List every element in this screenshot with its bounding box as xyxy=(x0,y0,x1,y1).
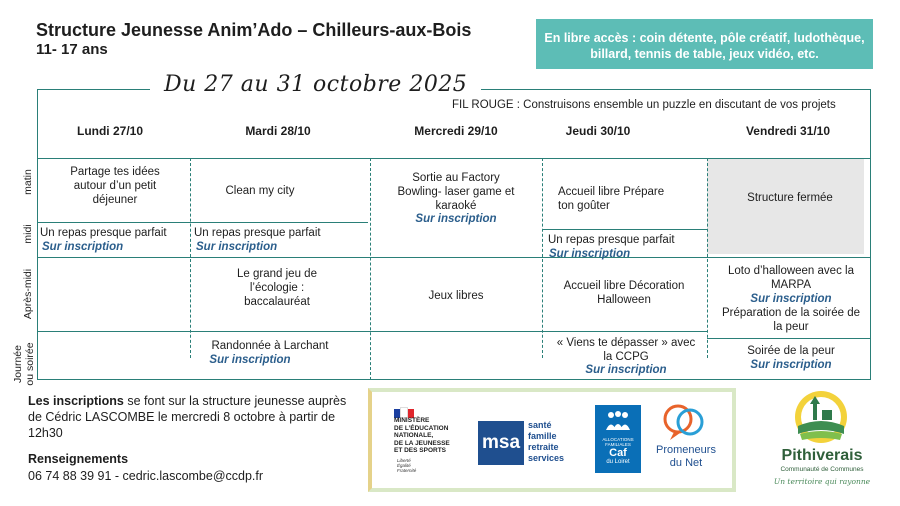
promeneurs-logo: Promeneurs du Net xyxy=(656,444,716,469)
period-midi: midi xyxy=(22,224,34,244)
fri-eve-inscription: Sur inscription xyxy=(750,359,832,371)
period-matin: matin xyxy=(22,169,34,195)
row-divider xyxy=(542,229,707,230)
thu-am-activity: Accueil libre Décoration Halloween xyxy=(563,280,685,306)
wed-am-activity: Jeux libres xyxy=(428,290,484,302)
thu-midi-activity: Un repas presque parfait xyxy=(548,234,675,246)
fri-am-activity-2: Préparation de la soirée de la peur xyxy=(721,307,861,333)
closed-cell xyxy=(707,158,864,254)
caf-logo: ALLOCATIONS FAMILIALES Caf du Loiret xyxy=(595,405,641,473)
column-divider xyxy=(370,158,371,380)
contact-info: 06 74 88 39 91 - cedric.lascombe@ccdp.fr xyxy=(28,469,264,483)
pithiverais-emblem-icon xyxy=(792,390,850,453)
ministere-devise: Liberté Égalité Fraternité xyxy=(397,458,417,473)
date-range: Du 27 au 31 octobre 2025 xyxy=(150,72,481,97)
tue-midi-activity: Un repas presque parfait xyxy=(194,227,321,239)
row-divider xyxy=(37,222,368,223)
renseignements-title: Renseignements xyxy=(28,452,129,466)
column-divider xyxy=(190,158,191,358)
row-divider xyxy=(37,158,871,159)
day-friday: Vendredi 31/10 xyxy=(745,124,831,138)
day-thursday: Jeudi 30/10 xyxy=(565,124,631,138)
fri-matin-status: Structure fermée xyxy=(747,192,833,204)
tue-eve-inscription: Sur inscription xyxy=(209,354,291,366)
fri-eve-activity: Soirée de la peur xyxy=(747,345,835,357)
column-divider xyxy=(542,158,543,358)
tue-matin-activity: Clean my city xyxy=(225,185,295,197)
tue-midi-inscription: Sur inscription xyxy=(196,241,278,253)
wed-outing-activity: Sortie au Factory Bowling- laser game et karaoké xyxy=(397,172,515,212)
ministere-logo: MINISTÈRE DE L’ÉDUCATION NATIONALE, DE LA JEUNESSE ET DES SPORTS xyxy=(394,417,450,454)
fil-rouge: FIL ROUGE : Construisons ensemble un puzzle en discutant de vos projets xyxy=(452,99,836,111)
pithiverais-subtitle: Communauté de Communes xyxy=(780,466,864,473)
row-divider xyxy=(707,338,871,339)
thu-eve-inscription: Sur inscription xyxy=(585,364,667,376)
thu-eve-activity: « Viens te dépasser » avec la CCPG xyxy=(556,337,696,363)
page-title: Structure Jeunesse Anim’Ado – Chilleurs-aux-Bois xyxy=(36,20,472,40)
tue-am-activity: Le grand jeu de l’écologie : baccalauréat xyxy=(237,268,317,308)
fri-am-inscription: Sur inscription xyxy=(750,293,832,305)
mon-matin-activity: Partage tes idées autour d’un petit déjeuner xyxy=(70,166,160,206)
period-journee: Journée ou soirée xyxy=(12,342,36,386)
day-monday: Lundi 27/10 xyxy=(76,124,144,138)
tue-eve-activity: Randonnée à Larchant xyxy=(211,340,329,352)
fri-am-activity: Loto d’halloween avec la MARPA xyxy=(728,265,854,291)
promeneurs-icon xyxy=(660,402,710,449)
msa-tagline: santé famille retraite services xyxy=(528,420,565,463)
thu-matin-activity: Accueil libre Prépare ton goûter xyxy=(558,186,665,212)
mon-midi-activity: Un repas presque parfait xyxy=(40,227,167,239)
wed-outing-inscription: Sur inscription xyxy=(415,213,497,225)
free-access-banner: En libre accès : coin détente, pôle créatif, ludothèque, billard, tennis de table, jeux vidéo, etc. xyxy=(536,19,873,69)
inscription-info: Les inscriptions se font sur la structure jeunesse auprès de Cédric LASCOMBE le mercredi 8 octobre à partir de 12h30 xyxy=(28,394,347,440)
pithiverais-logo: Pithiverais xyxy=(781,447,863,464)
column-divider xyxy=(707,158,708,358)
msa-logo: msa xyxy=(478,421,524,465)
mon-midi-inscription: Sur inscription xyxy=(42,241,124,253)
pithiverais-tagline: Un territoire qui rayonne xyxy=(773,477,871,486)
day-tuesday: Mardi 28/10 xyxy=(245,124,311,138)
period-apres-midi: Après-midi xyxy=(22,268,34,320)
family-icon xyxy=(604,410,632,432)
row-divider xyxy=(37,331,707,332)
age-range: 11- 17 ans xyxy=(36,41,108,58)
thu-midi-inscription: Sur inscription xyxy=(549,248,631,260)
row-divider xyxy=(37,257,871,258)
day-wednesday: Mercredi 29/10 xyxy=(414,124,498,138)
